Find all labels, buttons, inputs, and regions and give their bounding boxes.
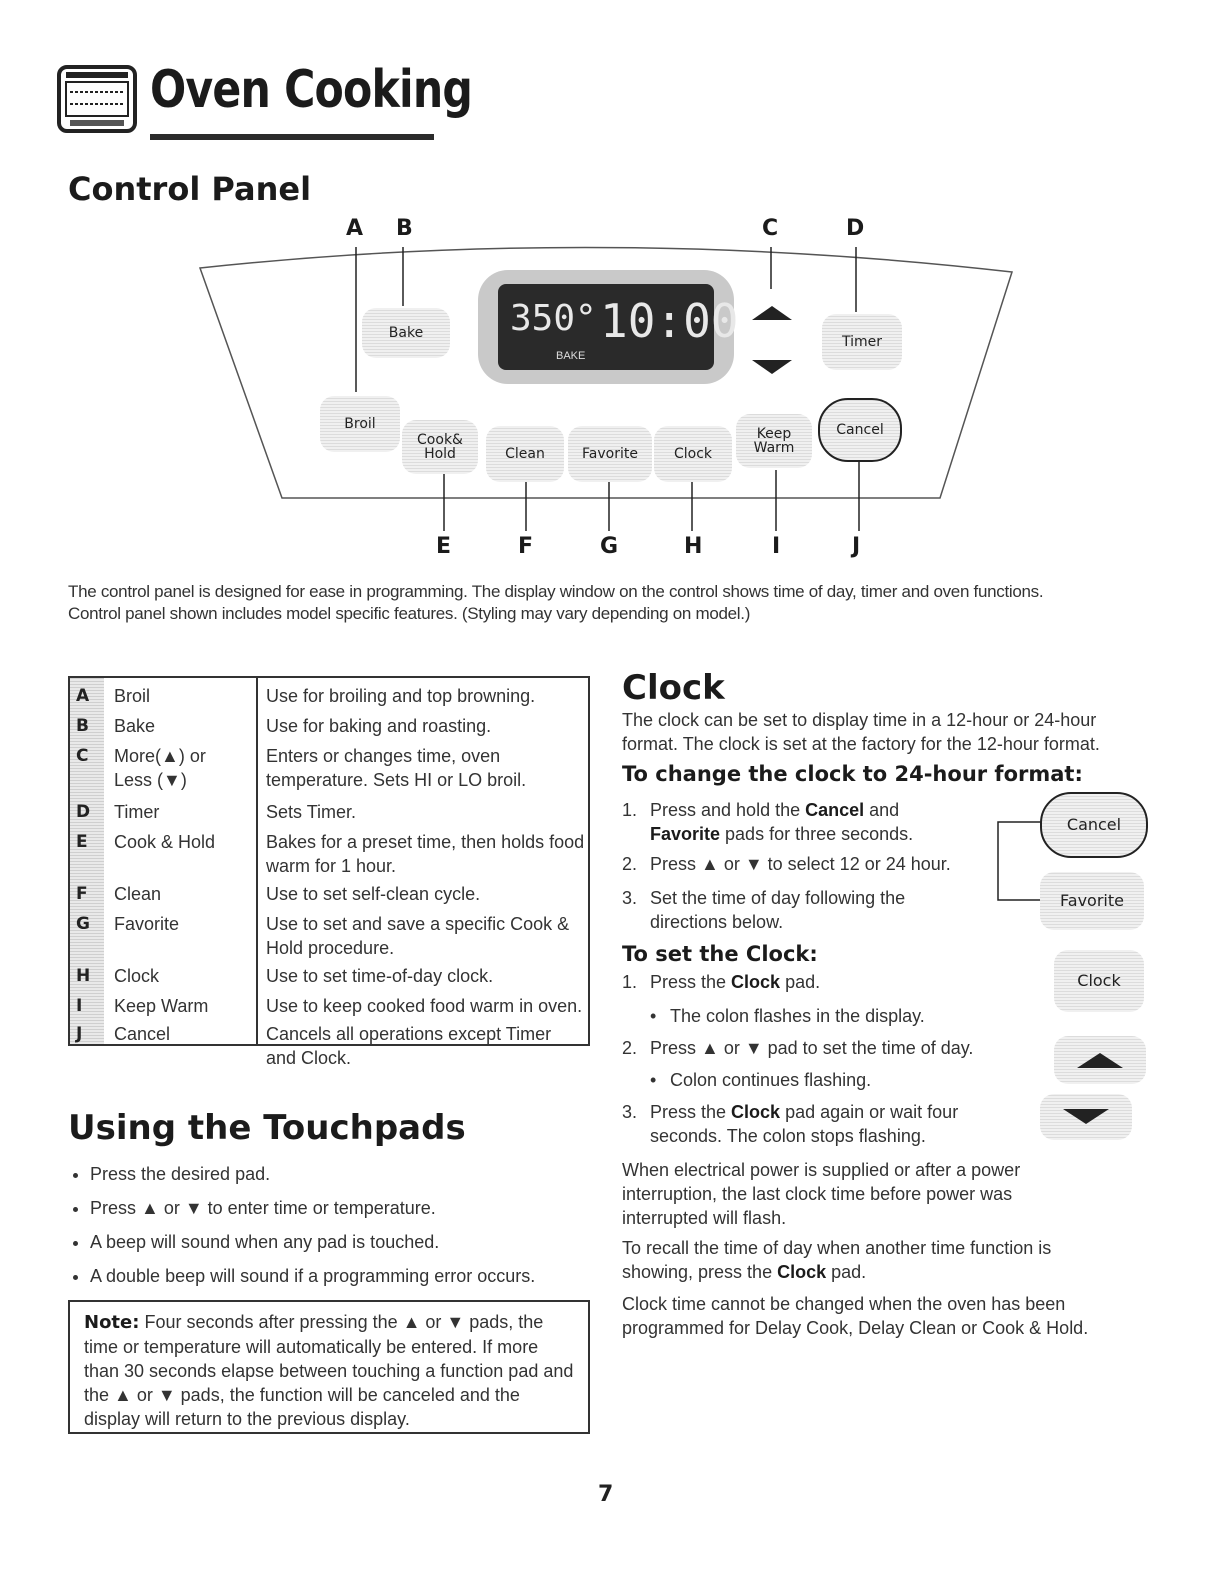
touchpads-title: Using the Touchpads — [68, 1108, 466, 1148]
row-name: Cook & Hold — [114, 832, 216, 852]
label-j: J — [852, 534, 861, 559]
caption-line-1: The control panel is designed for ease in programming. The display window on the control shows time of day, timer and oven functions. — [68, 582, 1044, 601]
row-name: More(▲) or Less (▼) — [114, 746, 206, 790]
clock-para-1: When electrical power is supplied or after a power interruption, the last clock time before power was interrupted will flash. — [622, 1160, 1021, 1228]
row-desc: Bakes for a preset time, then holds food warm for 1 hour. — [266, 832, 585, 876]
row-letter: B — [76, 716, 89, 736]
cook-hold-pad[interactable] — [402, 420, 478, 474]
h24-step-3: 3. Set the time of day following the directions below. — [622, 886, 952, 934]
note-label: Note: — [84, 1312, 140, 1333]
row-letter: I — [76, 996, 83, 1016]
label-a: A — [346, 216, 364, 241]
row-letter: F — [76, 884, 88, 904]
set-step-1-c: pad. — [780, 972, 821, 992]
side-favorite-pad[interactable] — [1040, 872, 1144, 930]
row-letter: E — [76, 832, 88, 852]
row-desc: Use for baking and roasting. — [266, 716, 492, 736]
note-text: Four seconds after pressing the ▲ or ▼ pads, the time or temperature will automatically be entered. If more than 30 seconds elapse between touching a function pad and the ▲ or ▼ pads, the function will be canceled and the display will return to the previous display. — [84, 1312, 574, 1429]
caption-line-2: Control panel shown includes model specific features. (Styling may vary depending on model.) — [68, 604, 751, 623]
row-name: Keep Warm — [114, 996, 209, 1016]
clock-pad[interactable] — [654, 426, 732, 482]
row-desc: Use to set time-of-day clock. — [266, 966, 494, 986]
clock-para-2-a: To recall the time of day when another time function is showing, press the — [622, 1238, 1052, 1282]
row-name: Broil — [114, 686, 151, 706]
h24-step-2-text: Press ▲ or ▼ to select 12 or 24 hour. — [650, 854, 951, 874]
row-desc: Use to set and save a specific Cook & Hold procedure. — [266, 914, 570, 958]
side-cancel-pad[interactable] — [1040, 792, 1148, 858]
row-desc: Sets Timer. — [266, 802, 357, 822]
display-mode: BAKE — [556, 350, 586, 362]
row-letter: D — [76, 802, 91, 822]
h24-step-2: 2. Press ▲ or ▼ to select 12 or 24 hour. — [622, 852, 982, 876]
side-cancel-pad-label: Cancel — [1066, 815, 1122, 834]
set-step-1-a: Press the — [650, 972, 732, 992]
h24-step-3-text: Set the time of day following the directions below. — [650, 888, 906, 932]
row-letter: G — [76, 914, 90, 934]
timer-pad-label: Timer — [841, 334, 883, 350]
cancel-pad[interactable] — [818, 398, 902, 462]
label-b: B — [396, 216, 413, 241]
bake-pad[interactable] — [362, 308, 450, 358]
note-box — [68, 1300, 590, 1434]
label-c: C — [762, 216, 779, 241]
row-desc: Use to keep cooked food warm in oven. — [266, 996, 583, 1016]
bake-pad-label: Bake — [388, 325, 424, 341]
set-step-2-sub-text: Colon continues flashing. — [670, 1070, 872, 1090]
display-temp: 350° — [510, 298, 597, 339]
clean-pad[interactable] — [486, 426, 564, 482]
set-step-3-clock: Clock — [731, 1102, 781, 1122]
cook-hold-pad-label-2: Hold — [424, 446, 456, 462]
down-arrow-icon — [1061, 1107, 1111, 1127]
row-letter: J — [76, 1024, 83, 1044]
set-step-3: 3. Press the Clock pad again or wait four seconds. The colon stops flashing. — [622, 1102, 959, 1146]
clock-pad-label: Clock — [673, 446, 713, 462]
h24-step-1: 1. Press and hold the Cancel and Favorite pads for three seconds. — [622, 800, 914, 844]
h24-step-1-c: and — [864, 800, 900, 820]
side-down-pad[interactable] — [1040, 1094, 1132, 1140]
touchpad-bullet: • Press the desired pad. — [90, 1162, 610, 1186]
keep-warm-pad[interactable] — [736, 414, 812, 468]
set-step-3-a: Press the — [650, 1102, 732, 1122]
label-e: E — [436, 534, 452, 559]
h24-step-1-a: Press and hold the — [650, 800, 806, 820]
label-h: H — [684, 534, 703, 559]
keep-warm-pad-label-2: Warm — [753, 440, 795, 456]
down-pad[interactable] — [740, 346, 804, 380]
control-panel-diagram — [0, 0, 1213, 570]
row-desc: Cancels all operations except Timer and Clock. — [266, 1024, 552, 1068]
set-step-2: 2. Press ▲ or ▼ pad to set the time of day. — [622, 1036, 1022, 1060]
page-title: Oven Cooking — [150, 60, 473, 120]
clock-para-2 — [622, 1236, 1092, 1284]
up-arrow-icon — [1075, 1050, 1125, 1070]
row-name: Bake — [114, 716, 156, 736]
touchpads-bullets — [68, 1162, 610, 1298]
label-f: F — [518, 534, 534, 559]
clean-pad-label: Clean — [505, 446, 545, 462]
side-clock-pad-label: Clock — [1077, 971, 1121, 990]
set-clock-title: To set the Clock: — [622, 942, 818, 966]
row-name: Cancel — [114, 1024, 171, 1044]
set-step-1-sub-text: The colon flashes in the display. — [670, 1006, 925, 1026]
cancel-pad-label: Cancel — [836, 422, 884, 438]
set-step-3-c: pad again or wait four seconds. The colon stops flashing. — [650, 1102, 959, 1146]
side-up-pad[interactable] — [1054, 1036, 1146, 1084]
row-letter: C — [76, 746, 89, 766]
timer-pad[interactable] — [822, 314, 902, 370]
row-name: Clock — [114, 966, 160, 986]
clock-intro: The clock can be set to display time in a 12-hour or 24-hour format. The clock is set at the factory for the 12-hour format. — [622, 710, 1100, 754]
page-number: 7 — [598, 1482, 614, 1507]
touchpad-bullet: • Press ▲ or ▼ to enter time or temperature. — [90, 1196, 610, 1220]
set-step-2-sub: • Colon continues flashing. — [650, 1068, 1010, 1092]
cook-hold-pad-label-1: Cook& — [417, 432, 463, 448]
row-desc: Use for broiling and top browning. — [266, 686, 536, 706]
h24-favorite-label: Favorite — [650, 824, 721, 844]
h24-title: To change the clock to 24-hour format: — [622, 762, 1083, 786]
h24-cancel-label: Cancel — [805, 800, 865, 820]
h24-step-1-d: pads for three seconds. — [720, 824, 914, 844]
label-d: D — [846, 216, 865, 241]
broil-pad-label: Broil — [344, 416, 376, 432]
row-letter: H — [76, 966, 91, 986]
clock-para-3: Clock time cannot be changed when the oven has been programmed for Delay Cook, Delay Clean or Cook & Hold. — [622, 1294, 1089, 1338]
row-desc: Enters or changes time, oven temperature. Sets HI or LO broil. — [266, 746, 527, 790]
row-letter: A — [76, 686, 90, 706]
clock-title: Clock — [622, 668, 725, 708]
clock-para-2-clock: Clock — [777, 1262, 827, 1282]
row-name: Clean — [114, 884, 162, 904]
label-i: I — [772, 534, 781, 559]
touchpad-bullet: • A beep will sound when any pad is touched. — [90, 1230, 610, 1254]
broil-pad[interactable] — [320, 396, 400, 452]
feature-table — [68, 676, 590, 1068]
control-panel-title: Control Panel — [68, 170, 312, 208]
keep-warm-pad-label-1: Keep — [756, 426, 792, 442]
favorite-pad-label: Favorite — [582, 446, 638, 462]
display-time: 10:00 — [600, 294, 739, 348]
side-clock-pad[interactable] — [1054, 950, 1144, 1012]
clock-para-2-c: pad. — [826, 1262, 867, 1282]
set-step-1: 1. Press the Clock pad. — [622, 972, 821, 992]
favorite-pad[interactable] — [568, 426, 652, 482]
row-name: Timer — [114, 802, 160, 822]
table-divider — [256, 678, 258, 1044]
label-g: G — [600, 534, 619, 559]
side-favorite-pad-label: Favorite — [1060, 891, 1124, 910]
row-name: Favorite — [114, 914, 180, 934]
set-step-1-clock: Clock — [731, 972, 781, 992]
set-step-2-text: Press ▲ or ▼ pad to set the time of day. — [650, 1038, 974, 1058]
up-pad[interactable] — [740, 296, 804, 330]
touchpad-bullet: • A double beep will sound if a programming error occurs. — [90, 1264, 610, 1288]
set-step-1-sub: • The colon flashes in the display. — [650, 1004, 1010, 1028]
row-desc: Use to set self-clean cycle. — [266, 884, 481, 904]
